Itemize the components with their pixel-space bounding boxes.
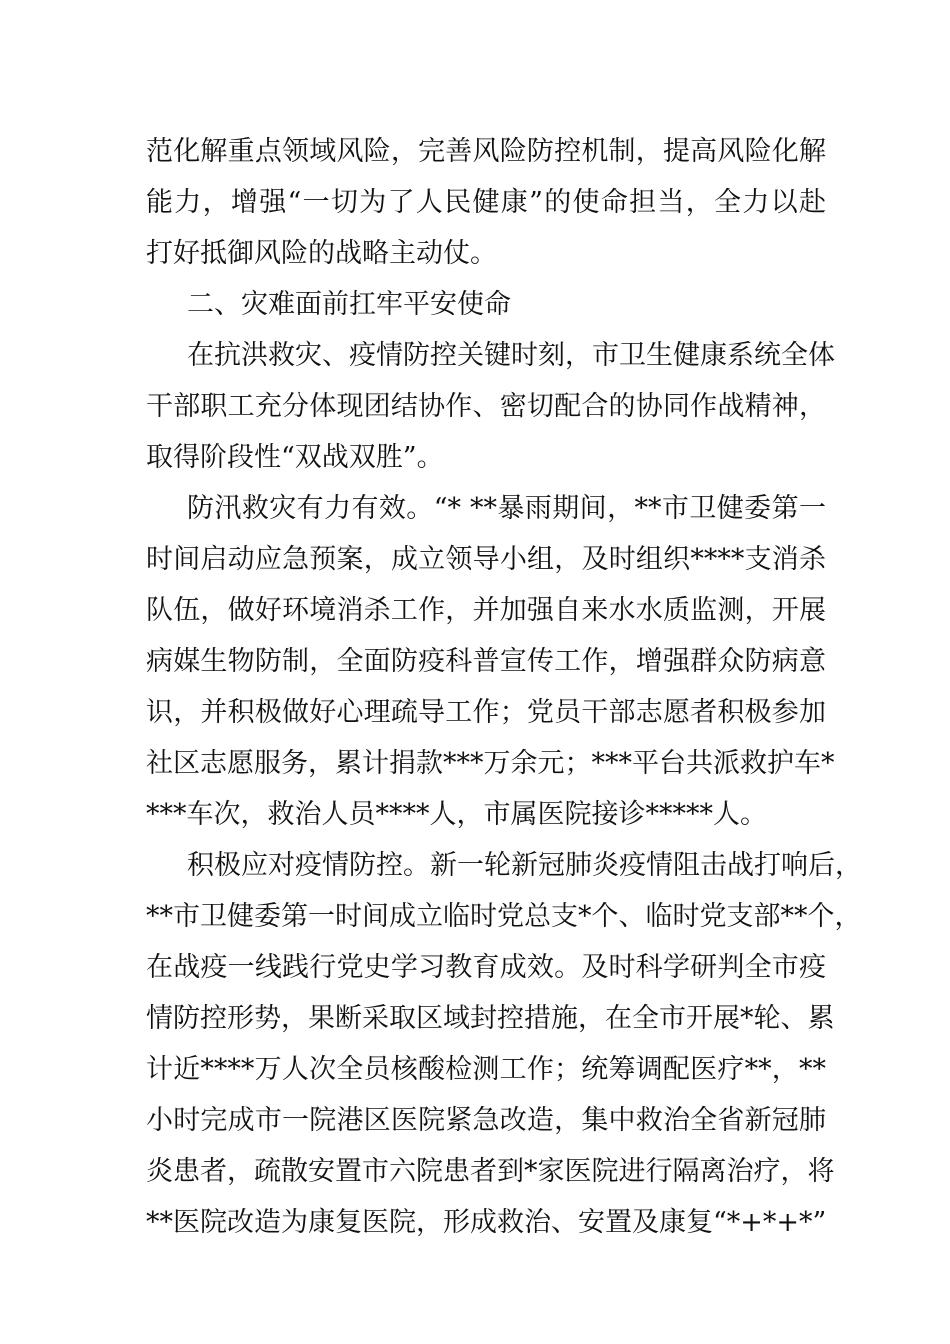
text-line-1: 范化解重点领域风险，完善风险防控机制，提高风险化解 [146, 136, 826, 167]
text-line-16: **市卫健委第一时间成立临时党总支*个、临时党支部**个， [146, 901, 862, 932]
section-heading: 二、灾难面前扛牢平安使命 [187, 289, 511, 320]
text-line-8: 防汛救灾有力有效。“* **暴雨期间，**市卫健委第一 [187, 493, 826, 524]
text-line-3: 打好抵御风险的战略主动仗。 [146, 238, 497, 269]
text-line-11: 病媒生物防制，全面防疫科普宣传工作，增强群众防病意 [146, 646, 826, 677]
text-line-22: **医院改造为康复医院，形成救治、安置及康复“*+*+*” [146, 1207, 827, 1238]
text-line-10: 队伍，做好环境消杀工作，并加强自来水水质监测，开展 [146, 595, 826, 626]
text-line-15: 积极应对疫情防控。新一轮新冠肺炎疫情阻击战打响后， [187, 850, 862, 881]
text-line-6: 干部职工充分体现团结协作、密切配合的协同作战精神， [146, 391, 826, 422]
text-line-12: 识，并积极做好心理疏导工作；党员干部志愿者积极参加 [146, 697, 826, 728]
text-line-17: 在战疫一线践行党史学习教育成效。及时科学研判全市疫 [146, 952, 826, 983]
text-line-13: 社区志愿服务，累计捐款***万余元；***平台共派救护车* [146, 748, 835, 779]
text-line-9: 时间启动应急预案，成立领导小组，及时组织****支消杀 [146, 544, 826, 575]
text-line-20: 小时完成市一院港区医院紧急改造，集中救治全省新冠肺 [146, 1105, 826, 1136]
text-line-7: 取得阶段性“双战双胜”。 [146, 442, 444, 473]
document-body [146, 126, 862, 1248]
text-line-2: 能力，增强“一切为了人民健康”的使命担当，全力以赴 [146, 187, 826, 218]
text-line-14: ***车次，救治人员****人，市属医院接诊*****人。 [146, 799, 767, 830]
text-line-18: 情防控形势，果断采取区域封控措施，在全市开展*轮、累 [146, 1003, 835, 1034]
text-line-21: 炎患者，疏散安置市六院患者到*家医院进行隔离治疗，将 [146, 1156, 835, 1187]
text-line-19: 计近****万人次全员核酸检测工作；统筹调配医疗**，** [146, 1054, 826, 1085]
text-line-5: 在抗洪救灾、疫情防控关键时刻，市卫生健康系统全体 [187, 340, 835, 371]
